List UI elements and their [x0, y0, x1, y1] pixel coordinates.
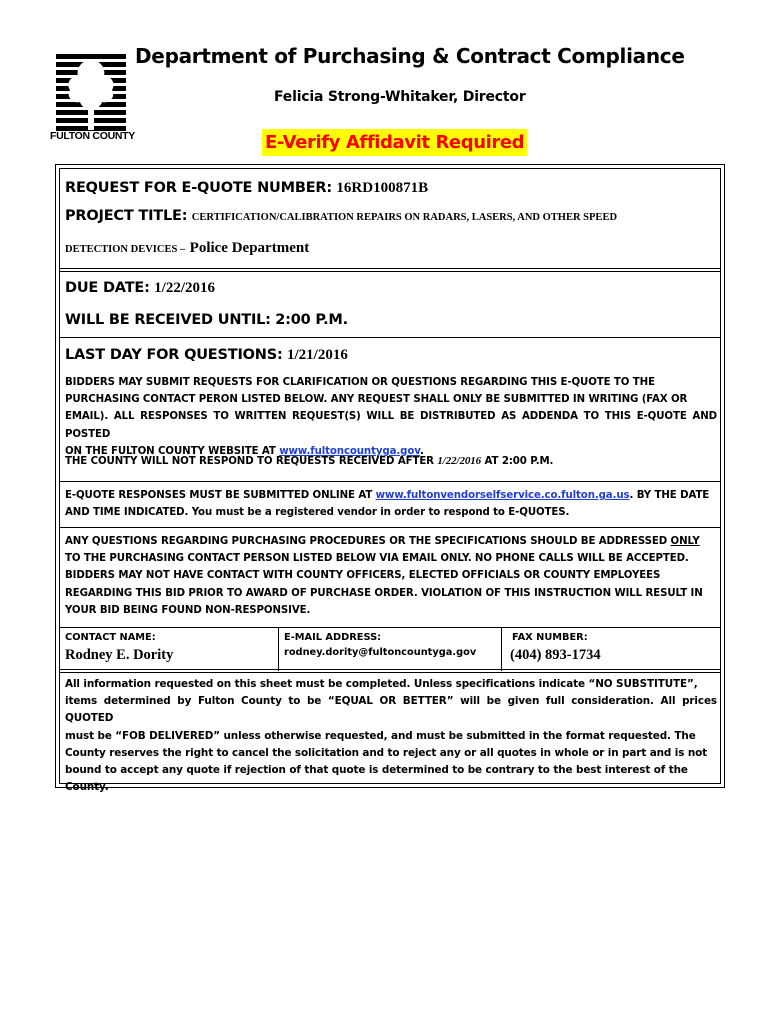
due-date-label: DUE DATE:	[65, 280, 150, 296]
department-title: Department of Purchasing & Contract Compliance	[135, 44, 685, 68]
procedures-line: REGARDING THIS BID PRIOR TO AWARD OF PURCHASE ORDER. VIOLATION OF THIS INSTRUCTION WILL RESULT IN	[65, 587, 703, 599]
fax-label: FAX NUMBER:	[512, 632, 588, 643]
received-row	[65, 311, 348, 329]
due-date-value: 1/22/2016	[154, 280, 215, 296]
questions-line: BIDDERS MAY SUBMIT REQUESTS FOR CLARIFICATION OR QUESTIONS REGARDING THIS E-QUOTE TO THE	[65, 377, 655, 388]
questions-line: PURCHASING CONTACT PERON LISTED BELOW. ANY REQUEST SHALL ONLY BE SUBMITTED IN WRITING (FAX OR	[65, 394, 688, 406]
received-time: 2:00 P.M.	[275, 312, 348, 328]
questions-line: EMAIL). ALL RESPONSES TO WRITTEN REQUEST(S) WILL BE DISTRIBUTED AS ADDENDA TO THIS E-QUOTE AND POSTED	[65, 411, 717, 440]
procedures-paragraph	[65, 533, 717, 619]
submission-text: E-QUOTE RESPONSES MUST BE SUBMITTED ONLINE AT	[65, 490, 373, 501]
procedures-line: BIDDERS MAY NOT HAVE CONTACT WITH COUNTY OFFICERS, ELECTED OFFICIALS OR COUNTY EMPLOYEES	[65, 570, 661, 582]
questions-paragraph	[65, 374, 717, 460]
questions-row	[65, 346, 348, 364]
divider	[60, 271, 720, 272]
project-row	[65, 207, 617, 225]
terms-line: items determined by Fulton County to be “EQUAL OR BETTER” will be given full consideration. All prices QUOTED	[65, 695, 717, 725]
contact-fax: (404) 893-1734	[510, 647, 601, 663]
request-number: 16RD100871B	[336, 180, 429, 196]
divider	[60, 672, 720, 673]
everify-banner: E-Verify Affidavit Required	[262, 129, 527, 156]
contact-name-label: CONTACT NAME:	[65, 632, 156, 643]
divider	[60, 481, 720, 482]
divider	[60, 627, 720, 628]
project-title-line1: CERTIFICATION/CALIBRATION REPAIRS ON RADARS, LASERS, AND OTHER SPEED	[191, 212, 618, 223]
project-department: Police Department	[189, 240, 310, 256]
request-label: REQUEST FOR E-QUOTE NUMBER:	[65, 180, 332, 196]
contact-email: rodney.dority@fultoncountyga.gov	[284, 647, 477, 658]
director-name: Felicia Strong-Whitaker, Director	[274, 89, 526, 105]
divider	[501, 627, 502, 671]
no-response-notice	[65, 453, 717, 470]
procedures-line: TO THE PURCHASING CONTACT PERSON LISTED BELOW VIA EMAIL ONLY. NO PHONE CALLS WILL BE ACCEPTED.	[65, 553, 689, 565]
email-label: E-MAIL ADDRESS:	[284, 632, 382, 643]
divider	[60, 268, 720, 269]
quote-form-inner	[59, 168, 721, 794]
divider	[278, 627, 279, 671]
questions-line: ON THE FULTON COUNTY WEBSITE AT www.fultoncountyga.gov.	[65, 445, 424, 457]
terms-line: must be “FOB DELIVERED” unless otherwise requested, and must be submitted in the format requested. The	[65, 729, 696, 742]
procedures-line: YOUR BID BEING FOUND NON-RESPONSIVE.	[65, 604, 311, 616]
terms-line: County reserves the right to cancel the solicitation and to reject any or all quotes in whole or in part and is not	[65, 746, 708, 759]
vendor-self-service-link[interactable]: www.fultonvendorselfservice.co.fulton.ga.us	[375, 490, 630, 501]
request-row	[65, 179, 428, 197]
project-label: PROJECT TITLE:	[65, 208, 188, 224]
submission-paragraph	[65, 487, 717, 521]
no-response-text: THE COUNTY WILL NOT RESPOND TO REQUESTS RECEIVED AFTER	[65, 456, 434, 467]
no-response-date: 1/22/2016	[437, 455, 482, 467]
divider	[60, 669, 720, 670]
submission-line: AND TIME INDICATED. You must be a registered vendor in order to respond to E-QUOTES.	[65, 507, 570, 519]
submission-text: . BY THE DATE	[629, 490, 710, 501]
divider	[60, 527, 720, 528]
divider	[60, 337, 720, 338]
county-website-link[interactable]: www.fultoncountyga.gov	[279, 445, 420, 457]
received-label: WILL BE RECEIVED UNTIL:	[65, 312, 271, 328]
terms-line: All information requested on this sheet must be completed. Unless specifications indicate “NO SUBSTITUTE”,	[65, 678, 698, 690]
procedures-text: ANY QUESTIONS REGARDING PURCHASING PROCEDURES OR THE SPECIFICATIONS SHOULD BE ADDRESSED	[65, 536, 668, 547]
project-row-2	[65, 239, 309, 257]
questions-line-text: ON THE FULTON COUNTY WEBSITE AT	[65, 445, 276, 457]
terms-line: bound to accept any quote if rejection of that quote is determined to be contrary to the best interest of the	[65, 764, 688, 777]
project-title-line2: DETECTION DEVICES –	[65, 244, 186, 255]
logo-label: FULTON COUNTY	[50, 130, 135, 142]
terms-paragraph	[65, 676, 717, 796]
no-response-time: AT 2:00 P.M.	[484, 456, 554, 467]
questions-date: 1/21/2016	[287, 347, 348, 363]
terms-line: County.	[65, 781, 109, 794]
questions-label: LAST DAY FOR QUESTIONS:	[65, 347, 283, 363]
due-date-row	[65, 279, 215, 297]
quote-form-frame	[55, 164, 725, 794]
contact-name: Rodney E. Dority	[65, 647, 174, 663]
procedures-only: ONLY	[670, 536, 700, 547]
